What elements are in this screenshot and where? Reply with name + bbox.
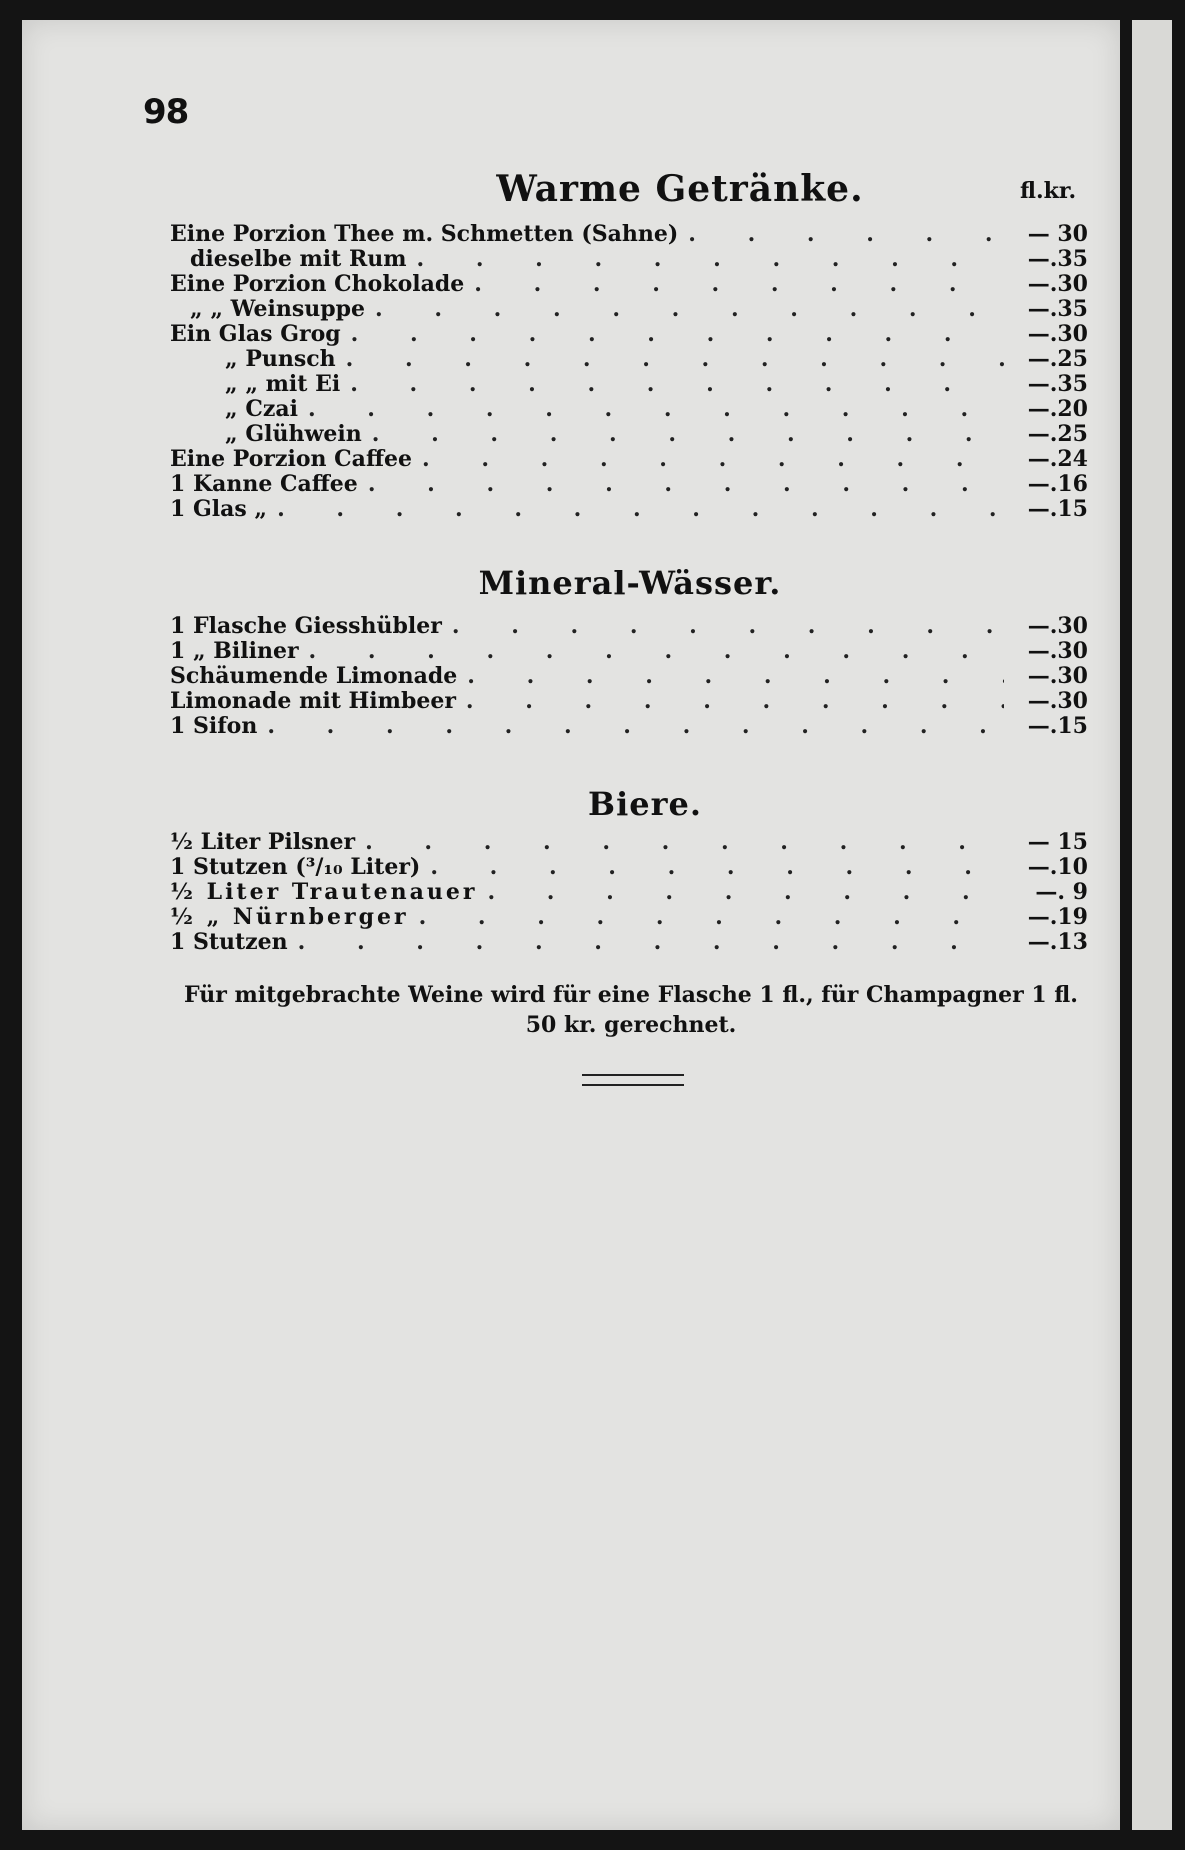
- section-title-warm-drinks: Warme Getränke.: [496, 168, 864, 210]
- item-price: — 30: [1027, 221, 1088, 247]
- leader-dots: [417, 247, 1004, 272]
- item-price: —.35: [1027, 296, 1088, 322]
- leader-dots: [422, 447, 1004, 472]
- mineral-water-list: [170, 614, 1088, 739]
- item-label: „ Glühwein: [225, 421, 362, 447]
- item-label: 1 Kanne Caffee: [170, 471, 358, 497]
- item-price: —.25: [1027, 421, 1088, 447]
- item-label: Schäumende Limonade: [170, 663, 458, 689]
- list-item: [170, 689, 1088, 714]
- item-price: —.15: [1027, 713, 1088, 739]
- section-title-beers: Biere.: [588, 785, 702, 823]
- beer-list: [170, 830, 1088, 955]
- list-item: [170, 422, 1088, 447]
- footnote: Für mitgebrachte Weine wird für eine Flasche 1 fl., für Champagner 1 fl. 50 kr. gerechnet.: [184, 982, 1078, 1038]
- item-label: 1 Stutzen: [170, 929, 288, 955]
- item-label: Eine Porzion Thee m. Schmetten (Sahne): [170, 221, 679, 247]
- item-price: —.30: [1027, 271, 1088, 297]
- leader-dots: [487, 880, 1004, 905]
- item-label: „ Punsch: [225, 346, 336, 372]
- item-label: ½ Liter Trautenauer: [170, 879, 478, 905]
- list-item: [170, 272, 1088, 297]
- list-item: [170, 639, 1088, 664]
- warm-drinks-list: [170, 222, 1088, 522]
- section-title-mineral-water: Mineral-Wässer.: [478, 564, 782, 602]
- list-item: [170, 222, 1088, 247]
- item-label: Limonade mit Himbeer: [170, 688, 456, 714]
- end-divider: [582, 1074, 684, 1086]
- item-price: —.24: [1027, 446, 1088, 472]
- item-label: Ein Glas Grog: [170, 321, 341, 347]
- leader-dots: [452, 614, 1004, 639]
- item-label: 1 Flasche Giesshübler: [170, 613, 442, 639]
- item-price: —.30: [1027, 638, 1088, 664]
- list-item: [170, 880, 1088, 905]
- item-price: —.35: [1027, 371, 1088, 397]
- list-item: [170, 855, 1088, 880]
- item-label: Eine Porzion Caffee: [170, 446, 412, 472]
- item-price: —.25: [1027, 346, 1088, 372]
- page-number: 98: [143, 92, 189, 132]
- item-price: —.10: [1027, 854, 1088, 880]
- item-price: —.15: [1027, 496, 1088, 522]
- list-item: [170, 247, 1088, 272]
- list-item: [170, 347, 1088, 372]
- leader-dots: [419, 905, 1004, 930]
- list-item: [170, 372, 1088, 397]
- leader-dots: [346, 347, 1004, 372]
- item-price: —.30: [1027, 688, 1088, 714]
- leader-dots: [277, 497, 1004, 522]
- leader-dots: [309, 639, 1004, 664]
- list-item: [170, 397, 1088, 422]
- item-label: 1 Stutzen (³/₁₀ Liter): [170, 854, 421, 880]
- item-price: —.30: [1027, 321, 1088, 347]
- leader-dots: [430, 855, 1004, 880]
- list-item: [170, 614, 1088, 639]
- item-label: ½ Liter Pilsner: [170, 829, 356, 855]
- item-price: —.13: [1027, 929, 1088, 955]
- item-price: —. 9: [1035, 879, 1088, 905]
- leader-dots: [474, 272, 1004, 297]
- leader-dots: [267, 714, 1004, 739]
- item-price: —.30: [1027, 663, 1088, 689]
- list-item: [170, 297, 1088, 322]
- list-item: [170, 322, 1088, 347]
- item-price: —.16: [1027, 471, 1088, 497]
- item-label: 1 Glas „: [170, 496, 268, 522]
- item-price: — 15: [1027, 829, 1088, 855]
- list-item: [170, 905, 1088, 930]
- leader-dots: [372, 422, 1004, 447]
- leader-dots: [368, 472, 1004, 497]
- item-label: ½ „ Nürnberger: [170, 904, 409, 930]
- item-label: „ „ Weinsuppe: [190, 296, 366, 322]
- item-label: 1 Sifon: [170, 713, 258, 739]
- leader-dots: [466, 689, 1004, 714]
- list-item: [170, 447, 1088, 472]
- list-item: [170, 930, 1088, 955]
- item-label: 1 „ Biliner: [170, 638, 299, 664]
- leader-dots: [375, 297, 1004, 322]
- leader-dots: [688, 222, 1004, 247]
- list-item: [170, 664, 1088, 689]
- list-item: [170, 472, 1088, 497]
- next-page-edge: [1132, 20, 1172, 1830]
- leader-dots: [308, 397, 1004, 422]
- leader-dots: [298, 930, 1004, 955]
- leader-dots: [351, 322, 1004, 347]
- item-price: —.30: [1027, 613, 1088, 639]
- item-price: —.19: [1027, 904, 1088, 930]
- leader-dots: [350, 372, 1004, 397]
- leader-dots: [365, 830, 1004, 855]
- currency-header: fl.kr.: [1020, 178, 1077, 204]
- list-item: [170, 497, 1088, 522]
- leader-dots: [467, 664, 1004, 689]
- item-label: „ Czai: [225, 396, 298, 422]
- item-price: —.35: [1027, 246, 1088, 272]
- item-label: dieselbe mit Rum: [190, 246, 407, 272]
- list-item: [170, 830, 1088, 855]
- list-item: [170, 714, 1088, 739]
- item-label: „ „ mit Ei: [225, 371, 341, 397]
- item-label: Eine Porzion Chokolade: [170, 271, 465, 297]
- item-price: —.20: [1027, 396, 1088, 422]
